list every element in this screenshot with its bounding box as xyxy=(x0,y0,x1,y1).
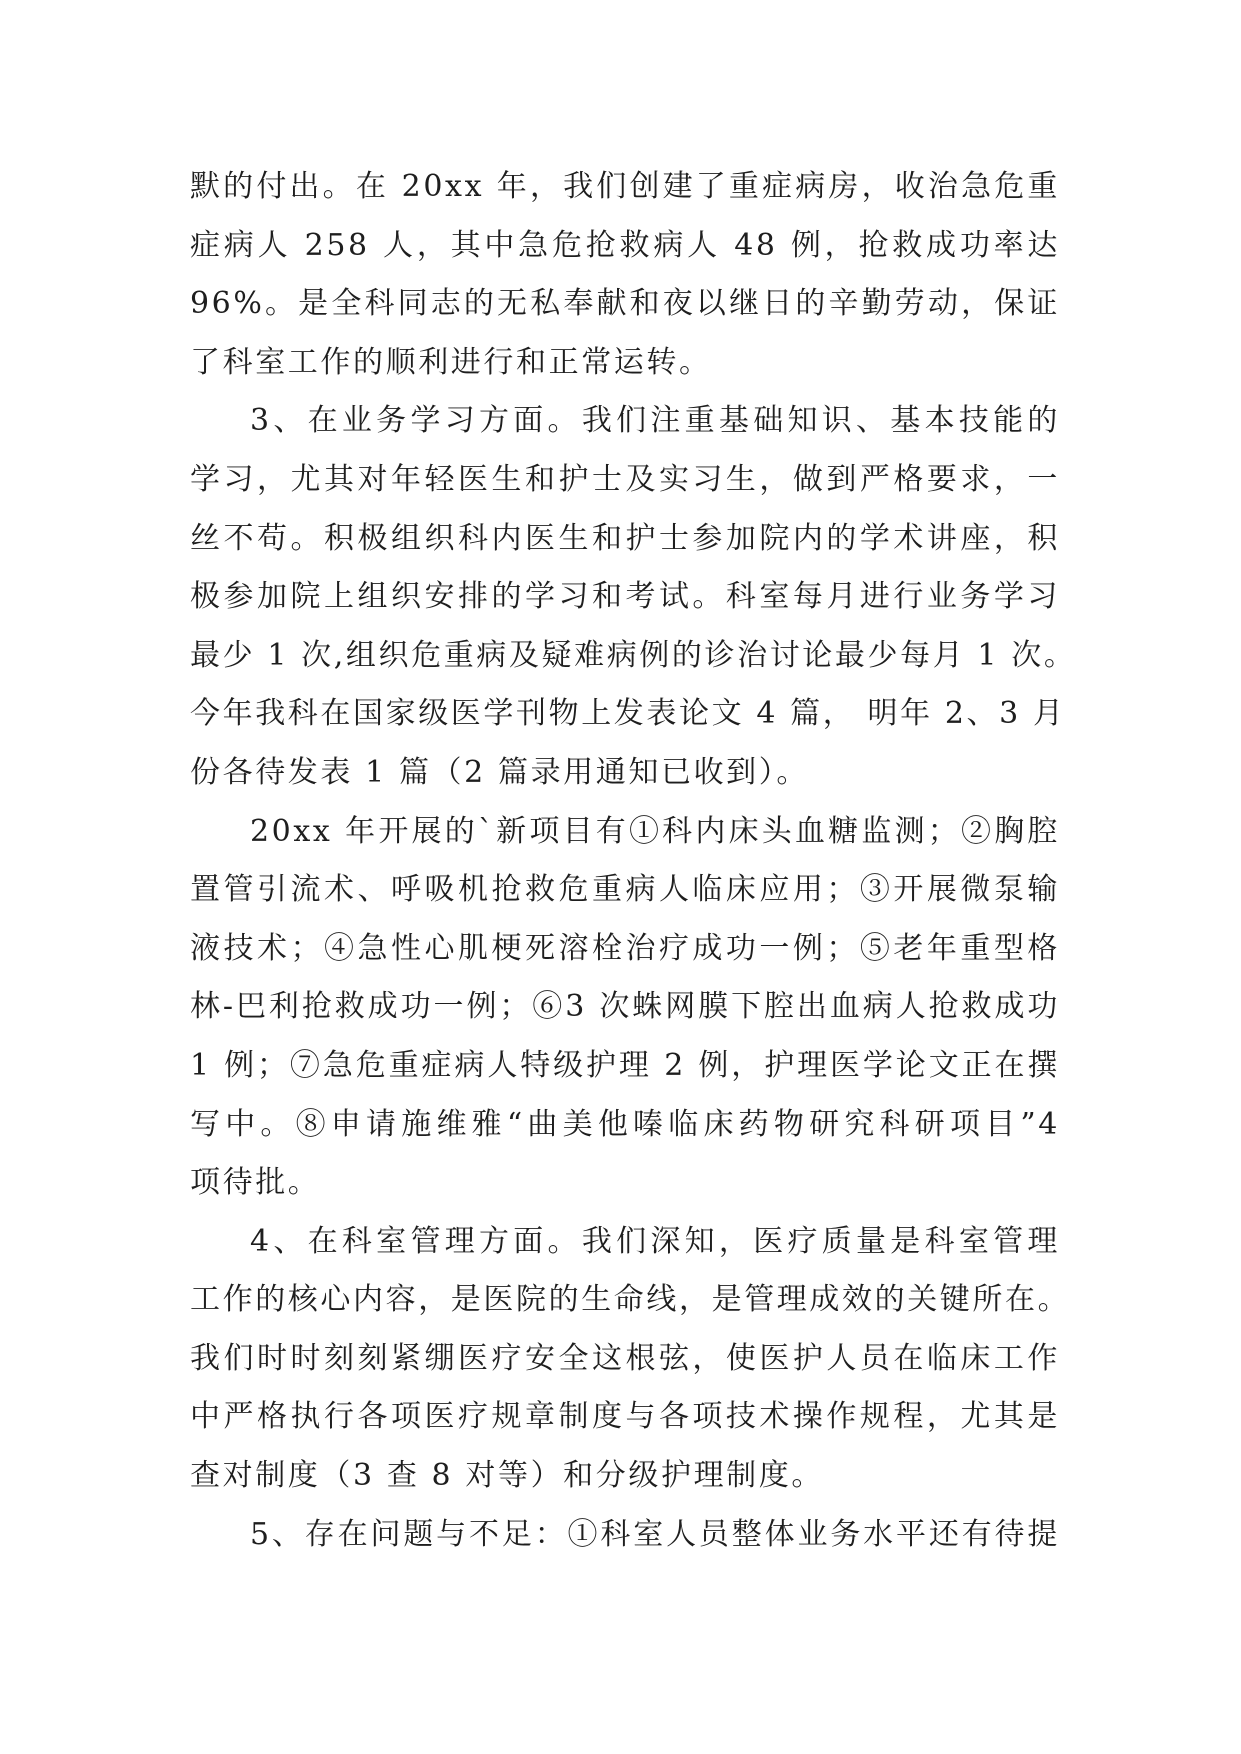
text-line: 最少 1 次,组织危重病及疑难病例的诊治讨论最少每月 1 次。 xyxy=(190,637,1077,673)
text-line: 查对制度（3 查 8 对等）和分级护理制度。 xyxy=(190,1458,824,1494)
text-line: 症病人 258 人，其中急危抢救病人 48 例，抢救成功率达 xyxy=(190,227,1060,263)
paragraph-start-line: 20xx 年开展的`新项目有①科内床头血糖监测；②胸腔 xyxy=(250,813,1060,849)
text-line: 了科室工作的顺利进行和正常运转。 xyxy=(190,344,712,380)
paragraph-start-line: 4、在科室管理方面。我们深知，医疗质量是科室管理 xyxy=(250,1223,1060,1259)
paragraph-start-line: 5、存在问题与不足：①科室人员整体业务水平还有待提 xyxy=(250,1516,1060,1552)
text-line: 今年我科在国家级医学刊物上发表论文 4 篇， 明年 2、3 月 xyxy=(190,696,1066,732)
text-line: 默的付出。在 20xx 年，我们创建了重症病房，收治急危重 xyxy=(190,169,1060,204)
text-line: 96%。是全科同志的无私奉献和夜以继日的辛勤劳动，保证 xyxy=(190,286,1060,322)
text-line: 丝不苟。积极组织科内医生和护士参加院内的学术讲座，积 xyxy=(190,520,1060,556)
text-line: 写中。⑧申请施维雅“曲美他嗪临床药物研究科研项目”4 xyxy=(190,1106,1060,1142)
text-line: 我们时时刻刻紧绷医疗安全这根弦，使医护人员在临床工作 xyxy=(190,1340,1060,1376)
paragraph-start-line: 3、在业务学习方面。我们注重基础知识、基本技能的 xyxy=(250,403,1060,439)
text-line: 1 例；⑦急危重症病人特级护理 2 例，护理医学论文正在撰 xyxy=(190,1047,1060,1083)
text-line: 份各待发表 1 篇（2 篇录用通知已收到）。 xyxy=(190,754,809,790)
text-line: 学习，尤其对年轻医生和护士及实习生，做到严格要求，一 xyxy=(190,461,1060,497)
text-line: 极参加院上组织安排的学习和考试。科室每月进行业务学习 xyxy=(190,579,1060,615)
text-line: 项待批。 xyxy=(190,1165,321,1201)
text-line: 置管引流术、呼吸机抢救危重病人临床应用；③开展微泵输 xyxy=(190,872,1060,908)
text-line: 中严格执行各项医疗规章制度与各项技术操作规程，尤其是 xyxy=(190,1399,1060,1435)
document-body xyxy=(190,158,1077,1564)
text-line: 林-巴利抢救成功一例；⑥3 次蛛网膜下腔出血病人抢救成功 xyxy=(190,989,1060,1025)
text-line: 工作的核心内容，是医院的生命线，是管理成效的关键所在。 xyxy=(190,1282,1071,1318)
text-line: 液技术；④急性心肌梗死溶栓治疗成功一例；⑤老年重型格 xyxy=(190,930,1060,966)
